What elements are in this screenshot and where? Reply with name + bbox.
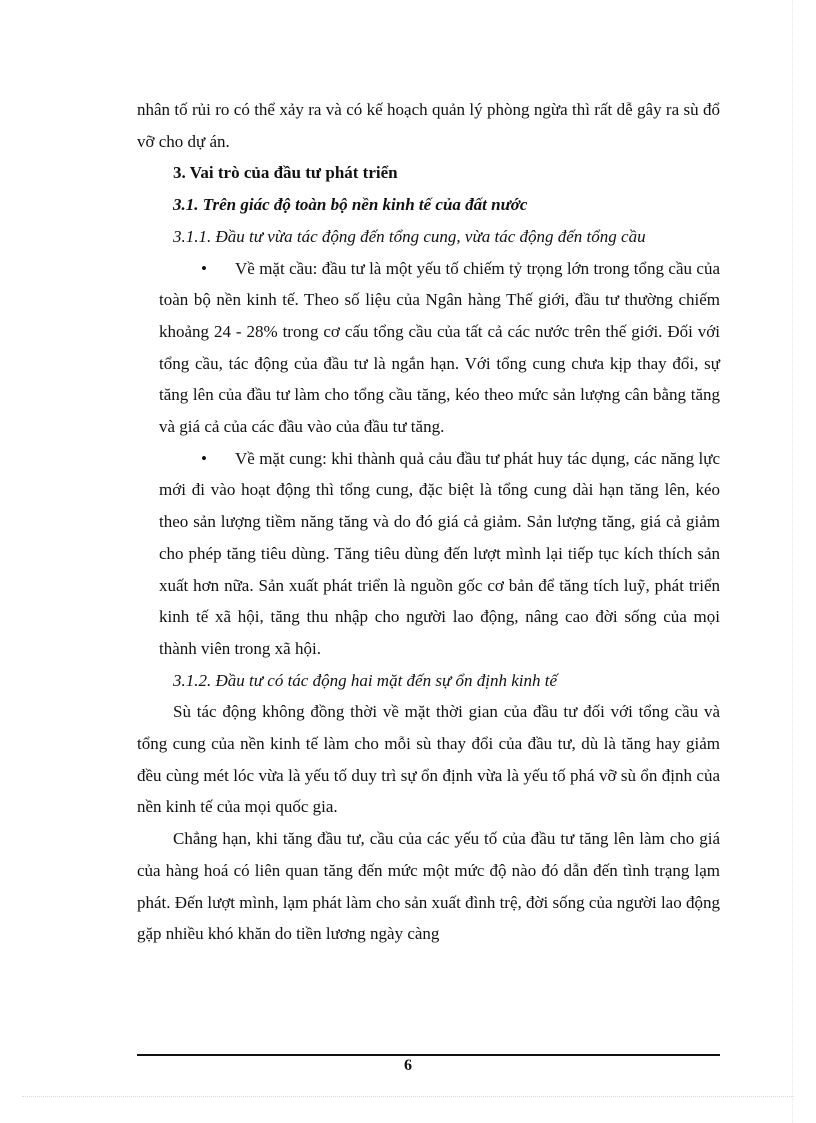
bullet-item-supply (159, 443, 720, 665)
heading-section-3: 3. Vai trò của đầu tư phát triển (173, 163, 398, 183)
heading-section-3-1-2: 3.1.2. Đầu tư có tác động hai mặt đến sự ổn định kinh tế (173, 670, 558, 690)
page-border-right (792, 0, 793, 1123)
page-border-bottom (22, 1096, 794, 1097)
bullet-item-demand (159, 253, 720, 443)
paragraph-example: Chẳng hạn, khi tăng đầu tư, cầu của các yếu tố của đầu tư tăng lên làm cho giá của hàng hoá có liên quan tăng đến mức một mức độ nào đó dẫn đến tình trạng lạm phát. Đến lượt mình, lạm phát làm cho sản xuất đình trệ, đời sống của người lao động gặp nhiều khó khăn do tiền lương ngày càng (137, 829, 720, 944)
bullet-icon: • (201, 448, 207, 468)
bullet-icon: • (201, 258, 207, 278)
bullet-text-supply: Về mặt cung: khi thành quả cảu đầu tư phát huy tác dụng, các năng lực mới đi vào hoạt động thì tổng cung, đặc biệt là tổng cung dài hạn tăng lên, kéo theo sản lượng tiềm năng tăng và do đó giá cả giảm. Sản lượng tăng, giá cả giảm cho phép tăng tiêu dùng. Tăng tiêu dùng đến lượt mình lại tiếp tục kích thích sản xuất hơn nữa. Sản xuất phát triển là nguồn gốc cơ bản để tăng tích luỹ, phát triển kinh tế xã hội, tăng thu nhập cho người lao động, nâng cao đời sống của mọi thành viên trong xã hội. (159, 448, 720, 658)
paragraph-intro: nhân tố rủi ro có thể xảy ra và có kế hoạch quản lý phòng ngừa thì rất dễ gây ra sù đổ vỡ cho dự án. (137, 100, 720, 151)
page-number: 6 (404, 1057, 412, 1074)
paragraph-stability: Sù tác động không đồng thời về mặt thời gian của đầu tư đối với tổng cầu và tổng cung của nền kinh tế làm cho mỗi sù thay đổi của đầu tư, dù là tăng hay giảm đều cùng mét lóc vừa là yếu tố duy trì sự ổn định vừa là yếu tố phá vỡ sù ổn định của nền kinh tế của mọi quốc gia. (137, 702, 720, 817)
heading-section-3-1: 3.1. Trên giác độ toàn bộ nền kinh tế của đất nước (173, 195, 528, 215)
heading-section-3-1-1: 3.1.1. Đầu tư vừa tác động đến tổng cung, vừa tác động đến tổng cầu (173, 226, 646, 246)
text-block (137, 94, 720, 950)
footer-divider (137, 1054, 720, 1056)
bullet-text-demand: Về mặt cầu: đầu tư là một yếu tố chiếm tỷ trọng lớn trong tổng cầu của toàn bộ nền kinh tế. Theo số liệu của Ngân hàng Thế giới, đầu tư thường chiếm khoảng 24 - 28% trong cơ cấu tổng cầu của tất cả các nước trên thế giới. Đối với tổng cầu, tác động của đầu tư là ngắn hạn. Với tổng cung chưa kịp thay đổi, sự tăng lên của đầu tư làm cho tổng cầu tăng, kéo theo mức sản lượng cân bằng tăng và giá cả của các đầu vào của đầu tư tăng. (159, 258, 720, 437)
